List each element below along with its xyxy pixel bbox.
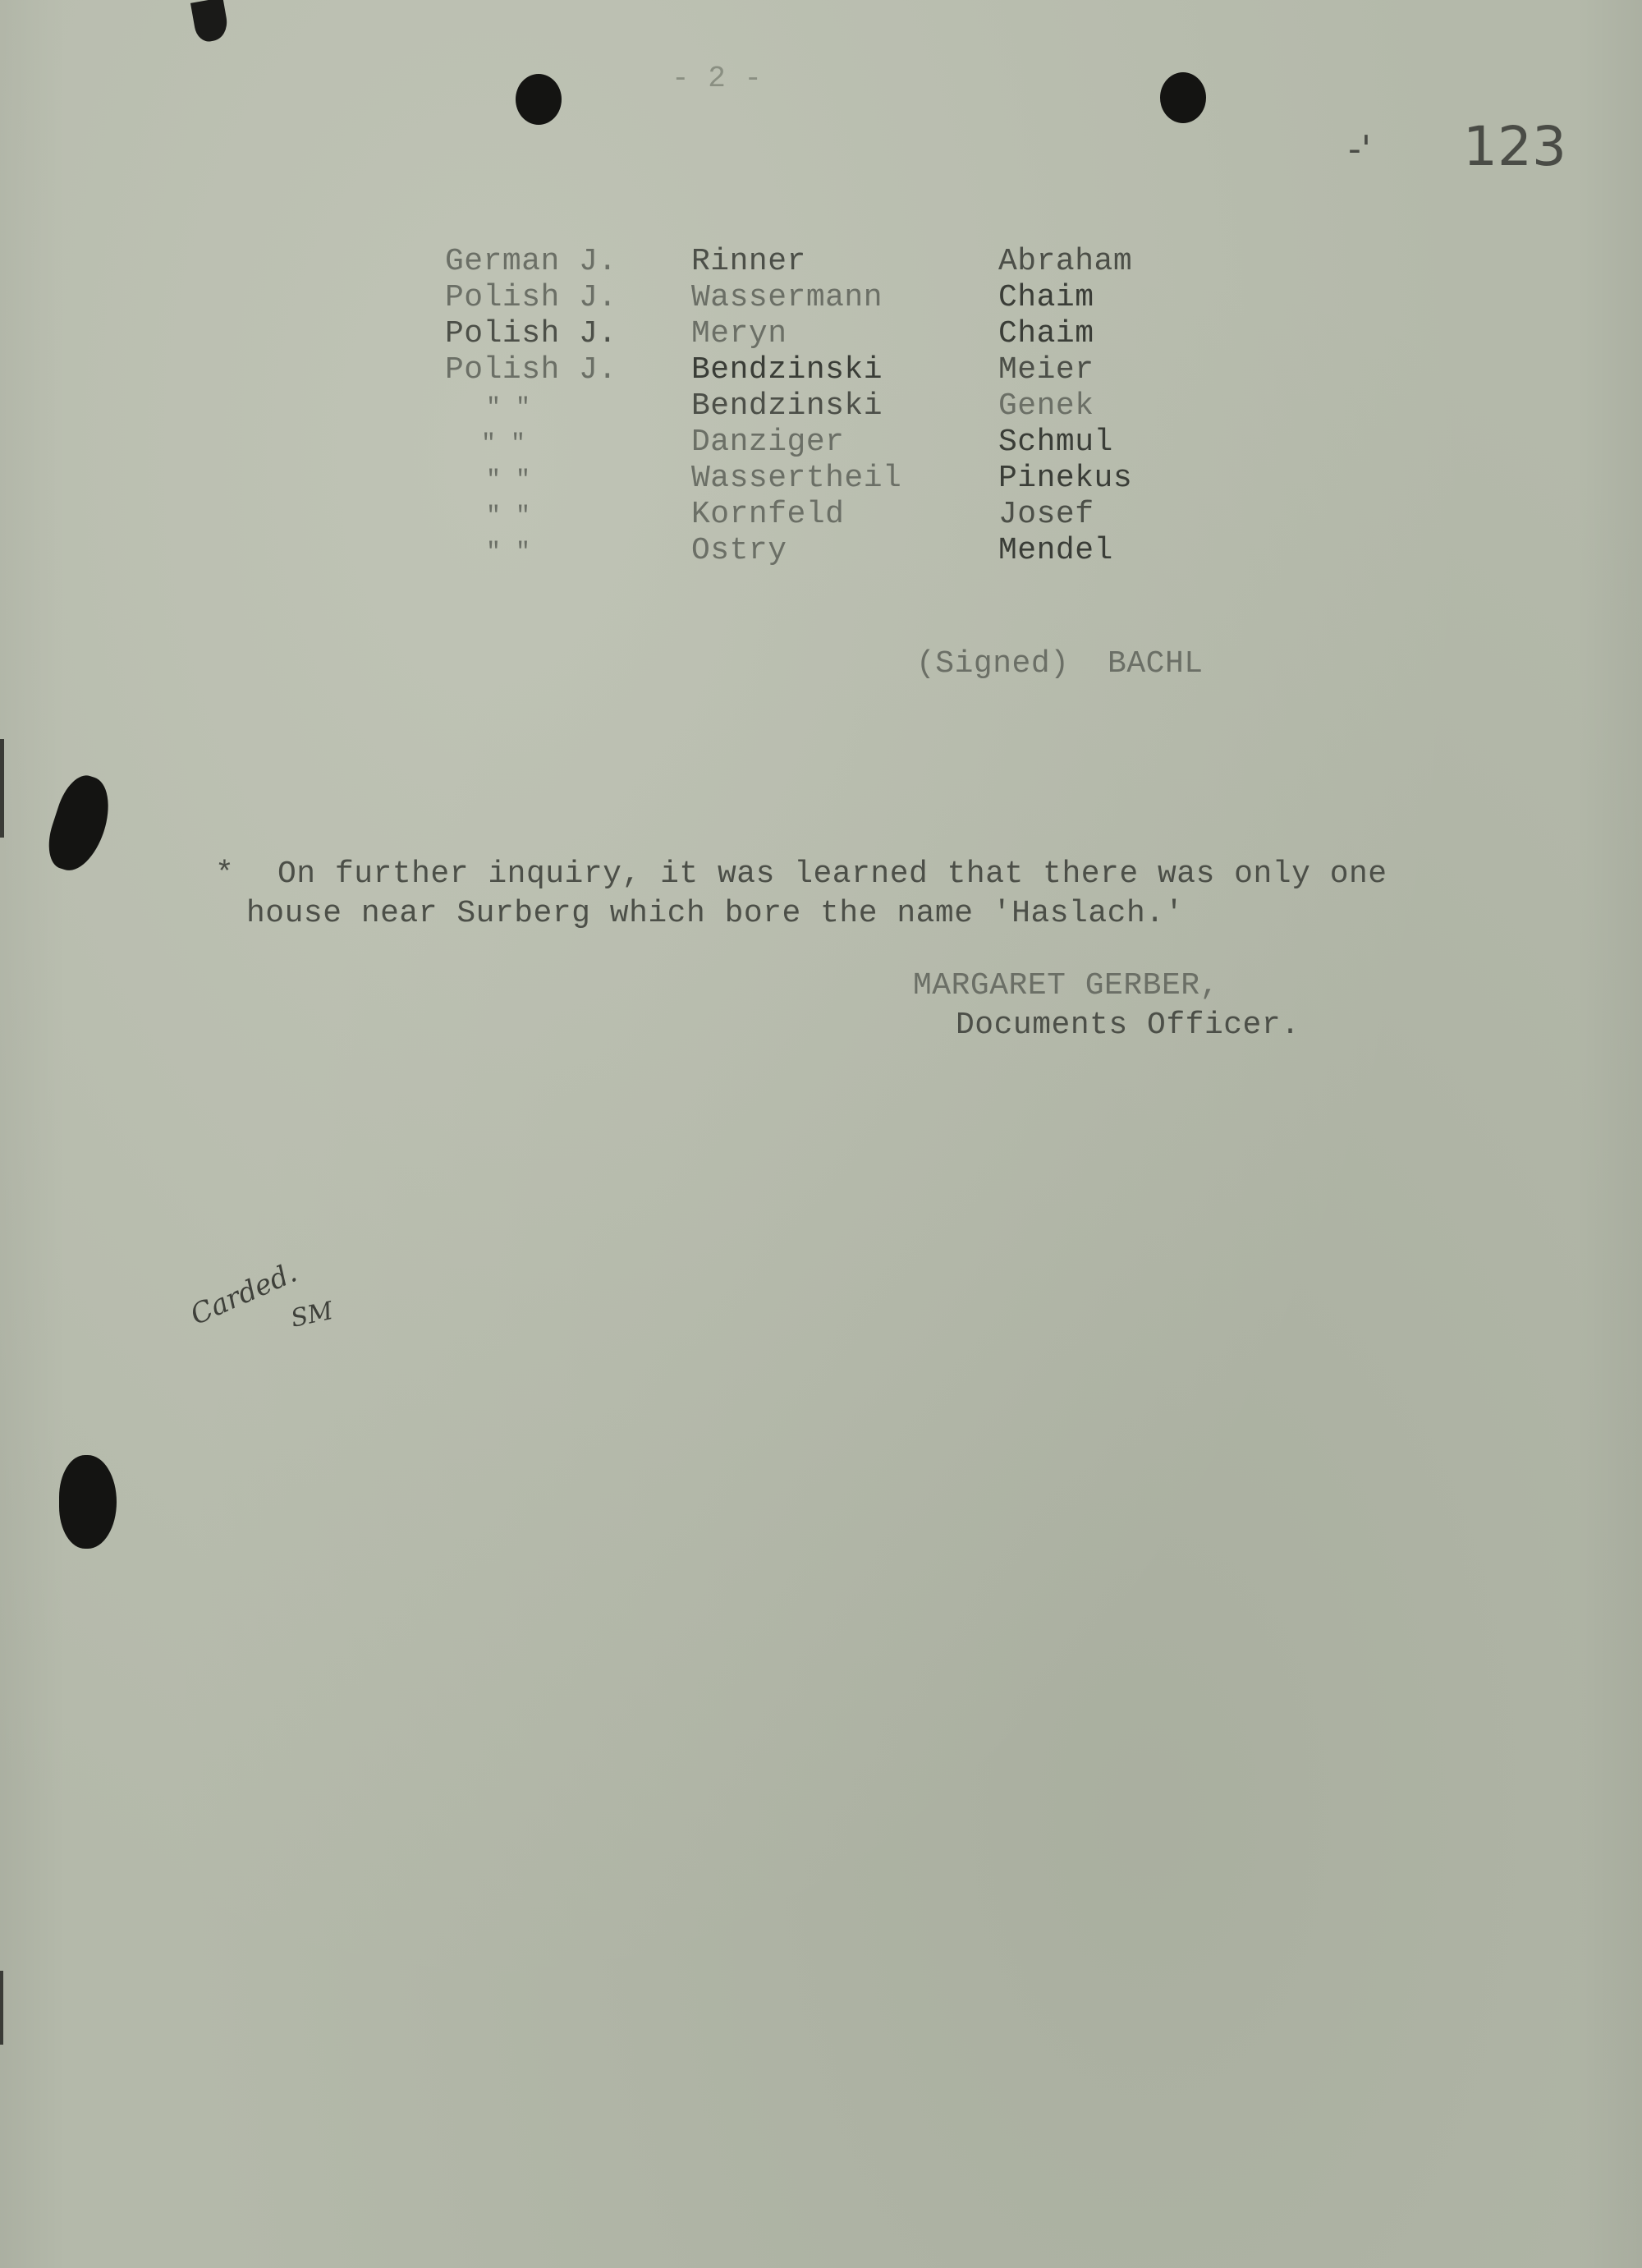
list-row	[0, 282, 1642, 319]
punch-hole-left-lower	[59, 1455, 117, 1549]
torn-corner-mark	[190, 0, 230, 44]
nationality: German J.	[445, 244, 617, 279]
surname: Kornfeld	[691, 497, 845, 532]
given-name: Mendel	[998, 533, 1113, 568]
ditto-mark: " "	[481, 430, 526, 458]
folio-number: 123	[1463, 115, 1566, 178]
left-edge-mark-1	[0, 739, 4, 838]
signatory-name: MARGARET GERBER,	[913, 968, 1219, 1003]
given-name: Chaim	[998, 316, 1094, 351]
surname: Bendzinski	[691, 388, 883, 424]
surname: Wassermann	[691, 280, 883, 315]
left-edge-mark-2	[0, 1971, 3, 2045]
surname: Ostry	[691, 533, 787, 568]
folio-mark: -'	[1348, 128, 1371, 170]
ditto-mark: " "	[486, 503, 531, 530]
ditto-mark: " "	[486, 394, 531, 422]
given-name: Pinekus	[998, 461, 1133, 496]
list-row	[0, 463, 1642, 499]
list-row	[0, 246, 1642, 282]
punch-hole-left-middle	[40, 769, 118, 877]
given-name: Genek	[998, 388, 1094, 424]
surname: Rinner	[691, 244, 806, 279]
list-row	[0, 352, 1642, 391]
footnote-line-2: house near Surberg which bore the name 'Haslach.'	[246, 896, 1184, 931]
punch-hole-top-right	[1160, 72, 1206, 123]
handwritten-initials: SM	[288, 1296, 336, 1334]
list-row	[0, 316, 1642, 355]
handwritten-carded: Carded.	[186, 1256, 302, 1332]
ditto-mark: " "	[486, 539, 531, 567]
handwritten-note	[185, 1240, 382, 1338]
given-name: Schmul	[998, 425, 1113, 460]
signed-line: (Signed) BACHL	[916, 646, 1204, 682]
nationality: Polish J.	[445, 280, 617, 315]
nationality: Polish J.	[445, 352, 617, 388]
page-number: - 2 -	[672, 62, 763, 95]
punch-hole-top-left	[516, 74, 562, 125]
given-name: Josef	[998, 497, 1094, 532]
list-row	[0, 499, 1642, 535]
list-row	[0, 427, 1642, 463]
given-name: Meier	[998, 352, 1094, 388]
signatory-title: Documents Officer.	[956, 1008, 1300, 1043]
nationality: Polish J.	[445, 316, 617, 351]
surname: Wassertheil	[691, 461, 902, 496]
footnote-line-1: On further inquiry, it was learned that there was only one	[277, 856, 1387, 892]
surname: Bendzinski	[691, 352, 883, 388]
given-name: Abraham	[998, 244, 1133, 279]
surname: Danziger	[691, 425, 845, 460]
list-row	[0, 535, 1642, 572]
footnote-marker: *	[215, 856, 235, 892]
given-name: Chaim	[998, 280, 1094, 315]
ditto-mark: " "	[486, 466, 531, 494]
surname: Meryn	[691, 316, 787, 351]
list-row	[0, 388, 1642, 427]
